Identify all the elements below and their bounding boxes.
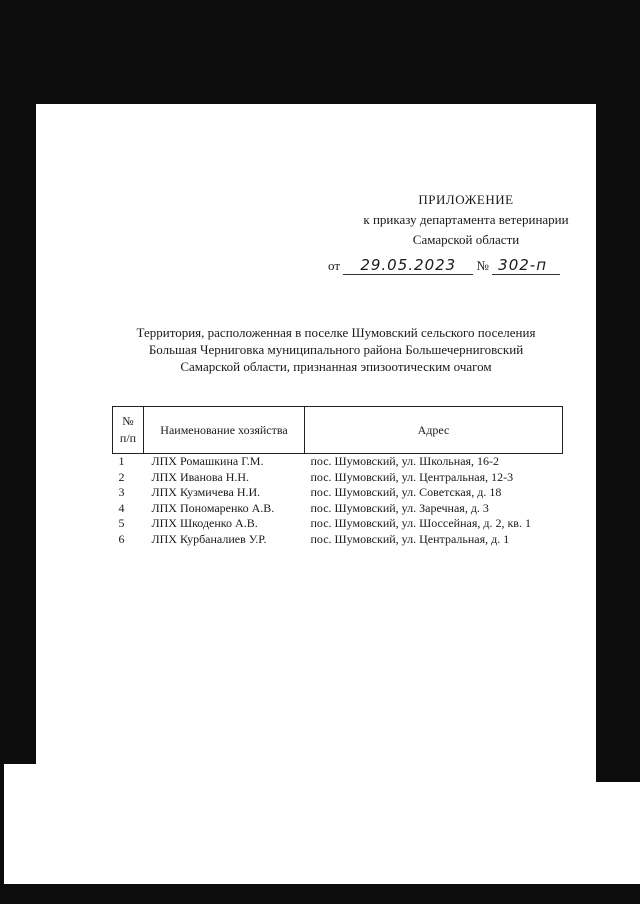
heading-line-1: Территория, расположенная в поселке Шумовский сельского поселения	[136, 325, 536, 340]
row-number: 1	[118, 454, 125, 468]
table-body	[113, 454, 563, 548]
order-date: 29.05.2023	[343, 256, 473, 275]
farms-table	[112, 406, 563, 547]
farm-address: пос. Шумовский, ул. Шоссейная, д. 2, кв. 1	[310, 516, 531, 530]
table-row	[113, 470, 563, 486]
row-number: 4	[118, 500, 125, 515]
farm-name: ЛПХ Пономаренко А.В.	[151, 500, 275, 515]
farm-address: пос. Шумовский, ул. Советская, д. 18	[310, 485, 502, 499]
farm-address: пос. Шумовский, ул. Школьная, 16-2	[310, 454, 500, 468]
farm-name: ЛПХ Иванова Н.Н.	[151, 469, 250, 484]
header-number-abbr: п/п	[119, 431, 137, 445]
scan-border-right	[596, 104, 640, 782]
farm-address: пос. Шумовский, ул. Заречная, д. 3	[310, 500, 489, 515]
scan-border-left-edge	[0, 764, 4, 884]
order-number: 302-п	[492, 256, 560, 275]
header-farm-name: Наименование хозяйства	[144, 407, 305, 454]
farm-name: ЛПХ Шкоденко А.В.	[151, 516, 258, 530]
row-number: 5	[118, 516, 125, 530]
document-heading	[116, 324, 556, 375]
header-number	[113, 407, 144, 454]
table-header-row	[113, 407, 563, 454]
table-row	[113, 532, 563, 548]
header-address: Адрес	[305, 407, 563, 454]
farm-address: пос. Шумовский, ул. Центральная, д. 1	[310, 531, 510, 546]
document-page	[36, 104, 596, 884]
order-from-label: от	[328, 258, 341, 273]
farm-name: ЛПХ Кузмичева Н.И.	[151, 485, 261, 499]
appendix-block	[336, 190, 596, 250]
scan-border-corner	[596, 40, 640, 104]
table-row	[113, 501, 563, 517]
farm-address: пос. Шумовский, ул. Центральная, 12-3	[310, 469, 514, 484]
table-row	[113, 485, 563, 501]
farm-name: ЛПХ Ромашкина Г.М.	[151, 454, 264, 468]
appendix-line-2: Самарской области	[412, 232, 520, 247]
row-number: 6	[118, 531, 125, 546]
order-number-label: №	[476, 258, 489, 273]
appendix-line-1: к приказу департамента ветеринарии	[363, 212, 569, 227]
order-reference	[328, 256, 560, 275]
heading-line-2: Большая Черниговка муниципального района Большечерниговский	[148, 342, 524, 357]
table-row	[113, 454, 563, 470]
farm-name: ЛПХ Курбаналиев У.Р.	[151, 531, 267, 546]
scan-border-bottom	[0, 884, 640, 904]
scan-border-left	[0, 104, 36, 764]
scan-border-top	[0, 0, 640, 104]
row-number: 3	[118, 485, 125, 499]
header-number-symbol: №	[122, 414, 134, 428]
row-number: 2	[118, 469, 125, 484]
heading-line-3: Самарской области, признанная эпизоотическим очагом	[180, 359, 492, 374]
table-row	[113, 516, 563, 532]
appendix-title: ПРИЛОЖЕНИЕ	[418, 192, 514, 207]
